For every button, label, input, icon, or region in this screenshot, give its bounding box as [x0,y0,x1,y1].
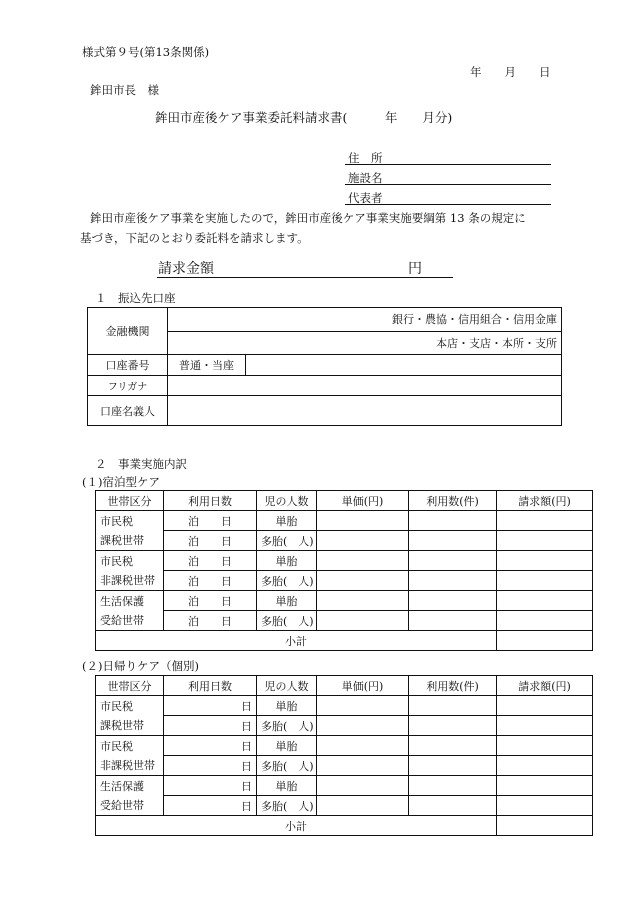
unit-price-cell[interactable] [317,571,409,591]
amount-cell[interactable] [497,571,593,591]
table-row [96,716,593,736]
subtotal-label: 小計 [96,631,497,651]
day-care-title: (２)日帰りケア（個別) [82,659,199,673]
count-cell[interactable] [409,756,497,776]
header-cell: 単価(円) [317,491,409,511]
bank-types[interactable]: 銀行・農協・信用組合・信用金庫 [168,308,562,332]
kids-cell: 単胎 [257,511,317,531]
unit-price-cell[interactable] [317,551,409,571]
address-label: 住 所 [348,151,383,165]
subtotal-amount-cell[interactable] [497,816,593,836]
header-cell: 利用日数 [164,676,257,696]
household-cell: 市民税 [96,736,164,756]
kids-cell: 多胎( 人) [257,531,317,551]
amount-cell[interactable] [497,716,593,736]
count-cell[interactable] [409,736,497,756]
count-cell[interactable] [409,531,497,551]
household-cell: 市民税 [96,696,164,716]
household-cell: 生活保護 [96,591,164,611]
count-cell[interactable] [409,696,497,716]
days-cell[interactable]: 日 [164,776,257,796]
days-cell[interactable]: 日 [164,736,257,756]
amount-cell[interactable] [497,531,593,551]
table-row [96,591,593,611]
holder-label: 口座名義人 [88,396,168,426]
count-cell[interactable] [409,571,497,591]
header-cell: 世帯区分 [96,676,164,696]
days-cell[interactable]: 泊 日 [164,591,257,611]
table-row [96,571,593,591]
days-cell[interactable]: 泊 日 [164,571,257,591]
amount-cell[interactable] [497,796,593,816]
amount-cell[interactable] [497,756,593,776]
table-row [96,551,593,571]
unit-price-cell[interactable] [317,611,409,631]
days-cell[interactable]: 泊 日 [164,551,257,571]
stay-care-title: (１)宿泊型ケア [82,475,160,489]
account-type-select[interactable]: 普通・当座 [168,355,246,376]
header-cell: 請求額(円) [497,491,593,511]
kids-cell: 多胎( 人) [257,611,317,631]
branch-types[interactable]: 本店・支店・本所・支所 [168,331,562,355]
unit-price-cell[interactable] [317,531,409,551]
household-cell: 非課税世帯 [96,756,164,776]
section2-heading: ２ 事業実施内訳 [95,457,187,471]
subtotal-amount-cell[interactable] [497,631,593,651]
unit-price-cell[interactable] [317,696,409,716]
stay-care-table [95,490,593,651]
rep-label: 代表者 [348,191,383,205]
section1-heading: １ 振込先口座 [95,291,176,305]
household-cell: 市民税 [96,511,164,531]
count-cell[interactable] [409,611,497,631]
table-row [96,756,593,776]
form-number: 様式第９号(第13条関係) [82,45,210,59]
amount-cell[interactable] [497,591,593,611]
claim-unit: 円 [408,261,422,277]
table-header-row [96,491,593,511]
representative-field[interactable] [345,204,551,205]
header-cell: 利用数(件) [409,676,497,696]
page-title: 鉾田市産後ケア事業委託料請求書( 年 月分) [155,110,453,125]
count-cell[interactable] [409,776,497,796]
days-cell[interactable]: 泊 日 [164,531,257,551]
days-cell[interactable]: 日 [164,796,257,816]
count-cell[interactable] [409,511,497,531]
household-cell: 受給世帯 [96,796,164,816]
table-row [96,531,593,551]
kids-cell: 多胎( 人) [257,756,317,776]
header-cell: 児の人数 [257,491,317,511]
amount-cell[interactable] [497,696,593,716]
household-cell: 市民税 [96,551,164,571]
holder-field[interactable] [168,396,562,426]
household-cell: 生活保護 [96,776,164,796]
account-number-field[interactable] [246,355,562,376]
address-field[interactable] [345,164,551,165]
header-cell: 請求額(円) [497,676,593,696]
kids-cell: 単胎 [257,736,317,756]
amount-cell[interactable] [497,776,593,796]
table-row [96,611,593,631]
amount-cell[interactable] [497,551,593,571]
household-cell: 課税世帯 [96,716,164,736]
table-row [96,511,593,531]
kids-cell: 多胎( 人) [257,796,317,816]
kids-cell: 多胎( 人) [257,716,317,736]
table-row [96,696,593,716]
unit-price-cell[interactable] [317,776,409,796]
kids-cell: 単胎 [257,696,317,716]
days-cell[interactable]: 泊 日 [164,511,257,531]
kids-cell: 単胎 [257,591,317,611]
household-cell: 受給世帯 [96,611,164,631]
table-header-row [96,676,593,696]
furigana-label: フリガナ [88,376,168,396]
addressee: 鉾田市長 様 [90,83,159,97]
kids-cell: 多胎( 人) [257,571,317,591]
table-row [96,736,593,756]
count-cell[interactable] [409,551,497,571]
household-cell: 課税世帯 [96,531,164,551]
header-cell: 利用数(件) [409,491,497,511]
amount-cell[interactable] [497,511,593,531]
facility-field[interactable] [345,184,551,185]
claim-label: 請求金額 [158,261,214,277]
subtotal-row [96,631,593,651]
unit-price-cell[interactable] [317,756,409,776]
table-row [96,776,593,796]
days-cell[interactable]: 日 [164,716,257,736]
unit-price-cell[interactable] [317,736,409,756]
amount-cell[interactable] [497,611,593,631]
unit-price-cell[interactable] [317,716,409,736]
household-cell: 非課税世帯 [96,571,164,591]
header-cell: 単価(円) [317,676,409,696]
furigana-field[interactable] [168,376,562,396]
count-cell[interactable] [409,716,497,736]
account-no-label: 口座番号 [88,355,168,376]
header-cell: 児の人数 [257,676,317,696]
date-line: 年 月 日 [470,65,551,79]
unit-price-cell[interactable] [317,511,409,531]
facility-label: 施設名 [348,171,383,185]
count-cell[interactable] [409,796,497,816]
header-cell: 世帯区分 [96,491,164,511]
header-cell: 利用日数 [164,491,257,511]
kids-cell: 単胎 [257,551,317,571]
claim-amount-field[interactable] [157,277,453,278]
unit-price-cell[interactable] [317,591,409,611]
count-cell[interactable] [409,591,497,611]
subtotal-row [96,816,593,836]
day-care-table [95,675,593,836]
bank-account-table [87,307,562,426]
unit-price-cell[interactable] [317,796,409,816]
days-cell[interactable]: 日 [164,696,257,716]
days-cell[interactable]: 泊 日 [164,611,257,631]
table-row [96,796,593,816]
subtotal-label: 小計 [96,816,497,836]
body-text-2: 基づき，下記のとおり委託料を請求します。 [80,231,309,245]
bank-label: 金融機関 [88,308,168,355]
amount-cell[interactable] [497,736,593,756]
body-text-1: 鉾田市産後ケア事業を実施したので，鉾田市産後ケア事業実施要綱第 13 条の規定に [90,211,526,225]
days-cell[interactable]: 日 [164,756,257,776]
kids-cell: 単胎 [257,776,317,796]
